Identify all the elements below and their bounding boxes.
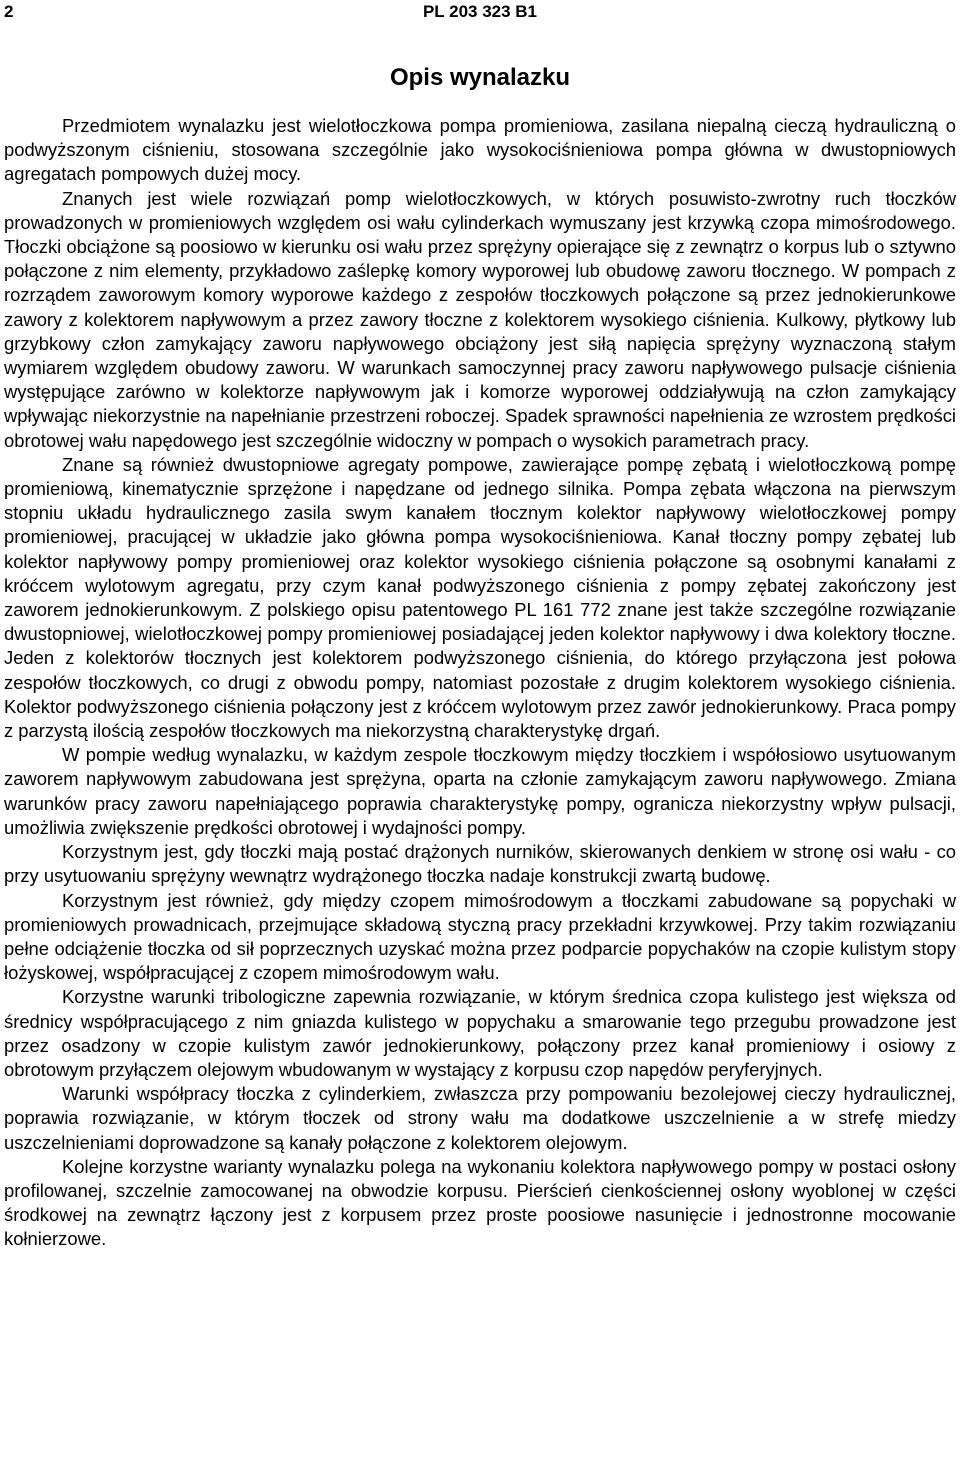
document-body <box>4 114 956 1252</box>
patent-number: PL 203 323 B1 <box>422 2 538 21</box>
paragraph: Korzystnym jest, gdy tłoczki mają postać drążonych nurników, skierowanych denkiem w stronę osi wału - co przy usytuowaniu sprężyny wewnątrz wydrążonego tłoczka nadaje konstrukcji zwartą budowę. <box>4 841 956 887</box>
document-title: Opis wynalazku <box>389 64 571 91</box>
paragraph: Korzystnym jest również, gdy między czopem mimośrodowym a tłoczkami zabudowane są popychaki w promieniowych prowadnicach, przejmujące składową styczną pracy przekładni krzywkowej. Przy takim rozwiązaniu pełne odciążenie tłoczka od sił poprzecznych uzyskać można przez podparcie popychaków na czopie kulistym stopy łożyskowej, współpracującej z czopem mimośrodowym wału. <box>4 889 956 984</box>
paragraph: Korzystne warunki tribologiczne zapewnia rozwiązanie, w którym średnica czopa kulistego jest większa od średnicy współpracującego z nim gniazda kulistego w popychaku a smarowanie tego przegubu prowadzone jest przez osadzony w czopie kulistym zawór jednokierunkowy, połączony przez kanał promieniowy i osiowy z obrotowym przyłączem olejowym wbudowanym w wystający z korpusu czop napędów peryferyjnych. <box>4 986 956 1080</box>
paragraph: Warunki współpracy tłoczka z cylinderkiem, zwłaszcza przy pompowaniu bezolejowej cieczy hydraulicznej, poprawia rozwiązanie, w którym tłoczek od strony wału ma dodatkowe uszczelnienie a w strefę miedzy uszczelnieniami doprowadzone są kanały połączone z kolektorem olejowym. <box>4 1083 956 1153</box>
paragraph: Znane są również dwustopniowe agregaty pompowe, zawierające pompę zębatą i wielotłoczkową pompę promieniową, kinematycznie sprzężone i napędzane od jednego silnika. Pompa zębata włączona na pierwszym stopniu układu hydraulicznego zasila swym kanałem tłocznym kolektor napływowy wielotłoczkowej pompy promieniowej, pracującej w układzie jako główna pompa wysokociśnieniowa. Kanał tłoczny pompy zębatej lub kolektor napływowy pompy promieniowej oraz kolektor wysokiego ciśnienia połączone są osobnymi kanałami z króćcem wylotowym agregatu, przy czym kanał podwyższonego ciśnienia z pompy zębatej zakończony jest zaworem jednokierunkowym. Z polskiego opisu patentowego PL 161 772 znane jest także szczególne rozwiązanie dwustopniowej, wielotłoczkowej pompy promieniowej posiadającej jeden kolektor napływowy i dwa kolektory tłoczne. Jeden z kolektorów tłocznych jest kolektorem podwyższonego ciśnienia, do którego przyłączona jest połowa zespołów tłoczkowych, co drugi z obwodu pompy, natomiast pozostałe z drugim kolektorem wysokiego ciśnienia. Kolektor podwyższonego ciśnienia połączony jest z króćcem wylotowym przez zawór jednokierunkowy. Praca pompy z parzystą ilością zespołów tłoczkowych ma niekorzystną charakterystykę drgań. <box>4 453 956 742</box>
paragraph: W pompie według wynalazku, w każdym zespole tłoczkowym między tłoczkiem i współosiowo usytuowanym zaworem napływowym zabudowana jest sprężyna, oparta na członie zamykającym zaworu napływowego. Zmiana warunków pracy zaworu napełniającego poprawia charakterystykę pompy, ogranicza niekorzystny wpływ pulsacji, umożliwia zwiększenie prędkości obrotowej i wydajności pompy. <box>4 744 956 838</box>
page-header <box>4 2 956 24</box>
paragraph: Kolejne korzystne warianty wynalazku polega na wykonaniu kolektora napływowego pompy w postaci osłony profilowanej, szczelnie zamocowanej na obwodzie korpusu. Pierścień cienkościennej osłony wyoblonej w części środkowej na zewnątrz łączony jest z korpusem przez proste poosiowe nasunięcie i jednostronne mocowanie kołnierzowe. <box>4 1155 956 1250</box>
page-number: 2 <box>4 2 14 21</box>
paragraph: Przedmiotem wynalazku jest wielotłoczkowa pompa promieniowa, zasilana niepalną cieczą hydrauliczną o podwyższonym ciśnieniu, stosowana szczególnie jako wysokociśnieniowa pompa główna w dwustopniowych agregatach pompowych dużej mocy. <box>4 115 956 185</box>
paragraph: Znanych jest wiele rozwiązań pomp wielotłoczkowych, w których posuwisto-zwrotny ruch tłoczków prowadzonych w promieniowych względem osi wału cylinderkach wymuszany jest krzywką czopa mimośrodowego. Tłoczki obciążone są poosiowo w kierunku osi wału przez sprężyny opierające się z zewnątrz o korpus lub o sztywno połączone z nim elementy, przykładowo zaślepkę komory wyporowej lub obudowę zaworu tłocznego. W pompach z rozrządem zaworowym komory wyporowe każdego z zespołów tłoczkowych połączone są przez jednokierunkowe zawory z kolektorem napływowym a przez zawory tłoczne z kolektorem wysokiego ciśnienia. Kulkowy, płytkowy lub grzybkowy człon zamykający zaworu napływowego obciążony jest siłą napięcia sprężyny wyznaczoną stałym wymiarem względem obudowy zaworu. W warunkach samoczynnej pracy zaworu napływowego pulsacje ciśnienia występujące zarówno w kolektorze napływowym jak i komorze wyporowej oddziaływują na człon zamykający wpływając niekorzystnie na napełnianie przestrzeni roboczej. Spadek sprawności napełnienia ze wzrostem prędkości obrotowej wału napędowego jest szczególnie widoczny w pompach o wysokich parametrach pracy. <box>4 187 956 451</box>
